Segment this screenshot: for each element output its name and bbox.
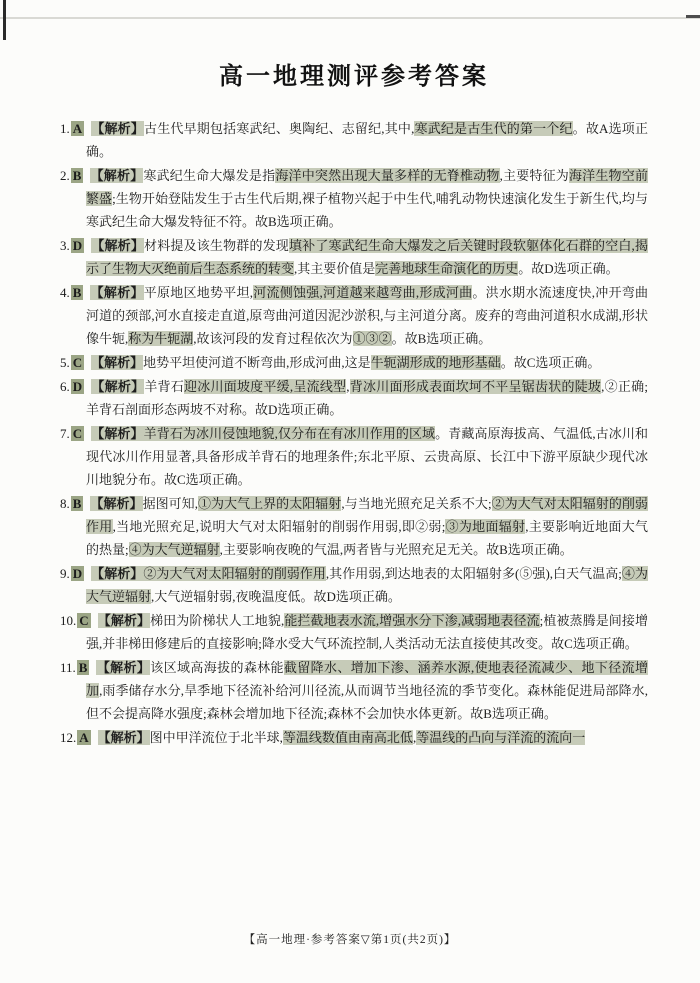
text-segment: 古生代早期包括寒武纪、奥陶纪、志留纪,其中, — [144, 121, 415, 136]
text-segment: 寒武纪生命大爆发是指 — [143, 168, 276, 183]
item-answer: D — [72, 238, 83, 253]
highlighted-text: 羊背石为冰川侵蚀地貌,仅分布在有冰川作用的区域 — [143, 426, 436, 441]
jiexi-label: 【解析】 — [97, 613, 151, 628]
text-segment: 平原地区地势平坦, — [143, 285, 254, 300]
answer-item — [60, 375, 648, 421]
page-title: 高一地理测评参考答案 — [219, 63, 489, 90]
answer-item — [60, 492, 648, 561]
text-segment: 图中甲洋流位于北半球, — [149, 730, 283, 745]
text-segment: ,当地光照充足,说明大气对太阳辐射的削弱作用弱,即②弱; — [112, 519, 446, 534]
scan-artifact-left-mark — [3, 0, 6, 40]
item-text — [86, 426, 648, 487]
highlighted-text: 寒武纪是古生代的第一个纪 — [414, 121, 573, 136]
text-segment: 材料提及该生物群的发现 — [144, 238, 289, 253]
item-text — [86, 660, 648, 721]
answer-item — [60, 351, 648, 374]
item-answer: C — [72, 426, 83, 441]
highlighted-text: 填补了寒武纪生命大爆发之后关键时段软躯体化石群的空白,揭示了生物大灭绝前后生态系统的转变 — [86, 238, 648, 276]
jiexi-label: 【解析】 — [90, 285, 144, 300]
item-text — [86, 285, 648, 346]
highlighted-text: ①为大气上界的太阳辐射 — [197, 496, 342, 511]
answer-item — [60, 164, 648, 233]
text-segment: 羊背石 — [144, 379, 185, 394]
highlighted-text: 海洋中突然出现大量多样的无脊椎动物 — [275, 168, 500, 183]
text-segment: 。故C选项正确。 — [500, 355, 601, 370]
highlighted-text: 等温线的凸向与洋流的流向一 — [416, 730, 586, 745]
answer-item — [60, 562, 648, 608]
text-segment: 。故B选项正确。 — [391, 331, 492, 346]
jiexi-label: 【解析】 — [96, 660, 151, 675]
jiexi-label: 【解析】 — [91, 121, 145, 136]
item-text — [86, 566, 648, 604]
item-answer: B — [72, 496, 82, 511]
jiexi-label: 【解析】 — [91, 426, 144, 441]
item-number: 5. — [60, 355, 70, 370]
highlighted-text: 等温线数值由南高北低 — [282, 730, 413, 745]
highlighted-text: 截留降水、增加下渗、涵养水源,使地表径流减少、地下径流增加 — [86, 660, 648, 698]
answer-item — [60, 656, 648, 725]
highlighted-text: 海洋生物空前繁盛 — [86, 168, 648, 206]
highlighted-text: 背冰川面形成表面坎坷不平呈锯齿状的陡坡 — [349, 379, 602, 394]
answer-item — [60, 422, 648, 491]
highlighted-text: ③为地面辐射 — [445, 519, 526, 534]
item-number: 8. — [60, 496, 70, 511]
text-segment: 该区域高海拔的森林能 — [150, 660, 284, 675]
page-footer: 【高一地理·参考答案▽第1页(共2页)】 — [243, 934, 457, 946]
text-segment: ,其作用弱,到达地表的太阳辐射多(⑤强),白天气温高; — [325, 566, 622, 581]
highlighted-text: 称为牛轭湖 — [128, 331, 194, 346]
text-segment: ,其主要价值是 — [294, 261, 376, 276]
jiexi-label: 【解析】 — [91, 355, 144, 370]
item-text — [86, 379, 648, 417]
text-segment: 。青藏高原海拔高、气温低,古冰川和现代冰川作用显著,具备形成羊背石的地理条件;东北平原、云贵高原、长江中下游平原缺少现代冰川地貌分布。故C选项正确。 — [86, 426, 648, 487]
answer-item — [60, 726, 648, 749]
jiexi-label: 【解析】 — [91, 379, 145, 394]
answer-item — [60, 281, 648, 350]
item-number: 6. — [60, 379, 70, 394]
item-answer: B — [72, 285, 82, 300]
item-number: 12. — [60, 730, 77, 745]
item-number: 11. — [60, 660, 76, 675]
item-text — [86, 238, 648, 276]
text-segment: ,雨季储存水分,旱季地下径流补给河川径流,从而调节当地径流的季节变化。森林能促进局部降水,但不会提高降水强度;森林会增加地下径流;森林不会加快水体更新。故B选项正确。 — [86, 683, 648, 721]
text-segment: ;植被蒸腾是间接增强,并非梯田修建后的直接影响;降水受大气环流控制,人类活动无法直接使其改变。故C选项正确。 — [86, 613, 648, 651]
highlighted-text: 牛轭湖形成的地形基础 — [370, 355, 501, 370]
item-answer: D — [72, 379, 83, 394]
answer-list — [60, 117, 648, 749]
jiexi-label: 【解析】 — [91, 566, 144, 581]
text-segment: ;生物开始登陆发生于古生代后期,裸子植物兴起于中生代,哺乳动物快速演化发生于新生代,均与寒武纪生命大爆发特征不符。故B选项正确。 — [86, 191, 648, 229]
item-answer: C — [72, 355, 83, 370]
item-text — [86, 496, 648, 557]
item-number: 3. — [60, 238, 70, 253]
highlighted-text: 迎冰川面坡度平缓,呈流线型 — [184, 379, 347, 394]
item-text — [150, 730, 586, 745]
highlighted-text: 完善地球生命演化的历史 — [375, 261, 519, 276]
jiexi-label: 【解析】 — [90, 496, 143, 511]
item-text — [143, 355, 600, 370]
jiexi-label: 【解析】 — [90, 168, 144, 183]
item-answer: D — [72, 566, 83, 581]
item-answer: A — [72, 121, 83, 136]
text-segment: 。洪水期水流速度快,冲开弯曲河道的颈部,河水直接走直道,原弯曲河道因泥沙淤积,与主河道分离。废弃的弯曲河道积水成湖,形状像牛轭, — [86, 285, 648, 346]
item-answer: C — [79, 613, 89, 628]
answer-item — [60, 609, 648, 655]
text-segment: , — [346, 379, 350, 394]
item-number: 1. — [60, 121, 70, 136]
highlighted-text: ①③② — [352, 331, 392, 346]
item-answer: B — [78, 660, 88, 675]
highlighted-text: ④为大气逆辐射 — [128, 542, 220, 557]
item-answer: A — [79, 730, 89, 745]
answer-item — [60, 117, 648, 163]
item-number: 10. — [60, 613, 77, 628]
text-segment: 梯田为阶梯状人工地貌, — [150, 613, 285, 628]
text-segment: , — [412, 730, 417, 745]
text-segment: 地势平坦使河道不断弯曲,形成河曲,这是 — [143, 355, 371, 370]
item-number: 7. — [60, 426, 70, 441]
item-number: 4. — [60, 285, 70, 300]
item-text — [86, 613, 648, 651]
highlighted-text: ④为大气逆辐射 — [86, 566, 648, 604]
scan-artifact-top-line — [0, 17, 700, 19]
text-segment: 。故D选项正确。 — [518, 261, 619, 276]
answer-item — [60, 234, 648, 280]
text-segment: ,主要影响夜晚的气温,两者皆与光照充足无关。故B选项正确。 — [219, 542, 573, 557]
item-number: 9. — [60, 566, 70, 581]
text-segment: ,②正确;羊背石剖面形态两坡不对称。故D选项正确。 — [86, 379, 648, 417]
highlighted-text: ②为大气对太阳辐射的削弱作用 — [143, 566, 326, 581]
text-segment: 。故A选项正确。 — [86, 121, 648, 159]
item-text — [86, 168, 648, 229]
item-number: 2. — [60, 168, 70, 183]
highlighted-text: ②为大气对太阳辐射的削弱作用 — [86, 496, 648, 534]
highlighted-text: 能拦截地表水流,增强水分下渗,减弱地表径流 — [284, 613, 540, 628]
text-segment: 据图可知, — [142, 496, 198, 511]
text-segment: ,主要特征为 — [499, 168, 569, 183]
text-segment: ,故该河段的发育过程依次为 — [193, 331, 353, 346]
highlighted-text: 河流侧蚀强,河道越来越弯曲,形成河曲 — [253, 285, 473, 300]
text-segment: ,大气逆辐射弱,夜晚温度低。故D选项正确。 — [151, 589, 401, 604]
jiexi-label: 【解析】 — [91, 238, 145, 253]
text-segment: ,与当地光照充足关系不大; — [341, 496, 492, 511]
text-segment: ,主要影响近地面大气的热量; — [86, 519, 648, 557]
scan-artifact-right-dash — [686, 15, 700, 18]
item-answer: B — [72, 168, 82, 183]
jiexi-label: 【解析】 — [97, 730, 150, 745]
item-text — [86, 121, 648, 159]
